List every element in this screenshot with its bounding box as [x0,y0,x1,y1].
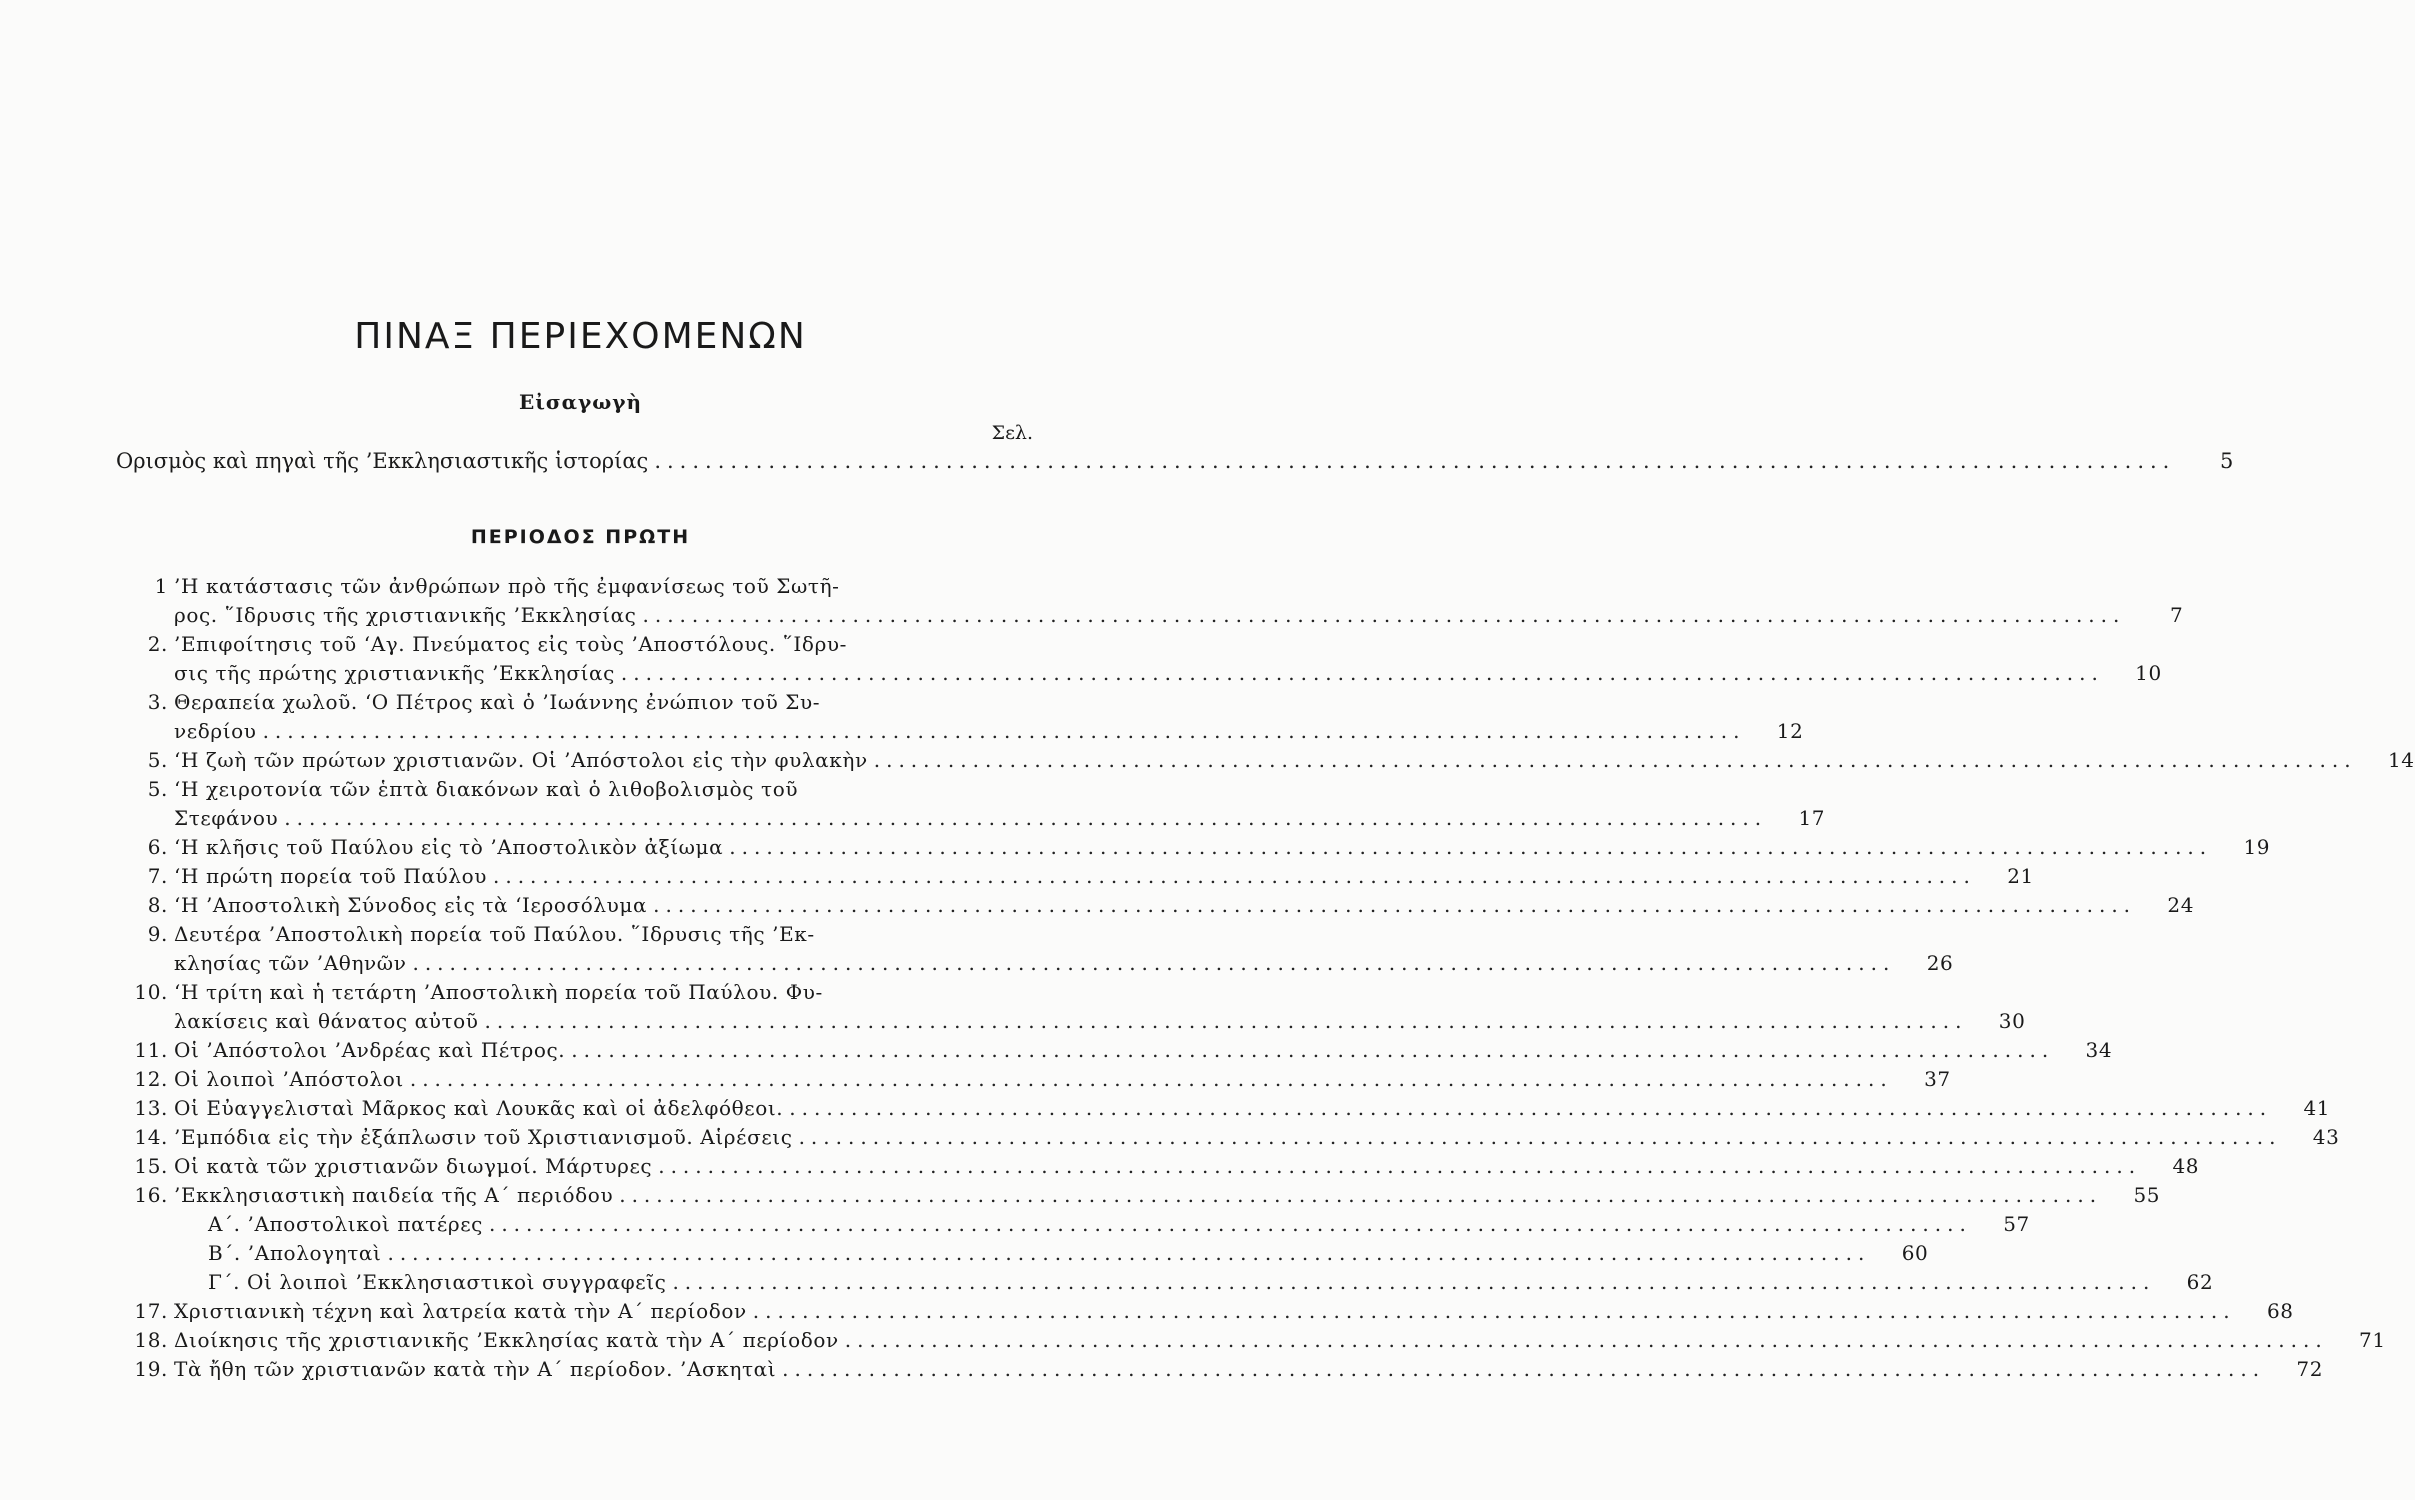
dot-leader: ........................................................................................................................ [654,449,2176,473]
entry-page-number: 34 [2085,1038,2113,1062]
entry-text: Χριστιανικὴ τέχνη καὶ λατρεία κατὰ τὴν Α΄ περίοδον [174,1299,747,1323]
entry-page-number: 7 [2170,603,2184,627]
dot-leader: ........................................................................................................................ [620,661,2104,685]
entry-text: Οἱ Εὐαγγελισταὶ Μᾶρκος καὶ Λουκᾶς καὶ οἱ ἀδελφόθεοι. [174,1096,784,1120]
dot-leader: ........................................................................................................................ [789,1096,2273,1120]
toc-list [118,572,2415,1384]
entry-number: 8. [147,893,168,917]
dot-leader: ........................................................................................................................ [571,1038,2055,1062]
entry-text: ’Εμπόδια εἰς τὴν ἐξάπλωσιν τοῦ Χριστιανισμοῦ. Αἱρέσεις [174,1125,793,1149]
entry-last-line [208,1239,1928,1268]
toc-entry [118,1355,2324,1384]
entry-last-line [174,601,2183,630]
entry-number: 18. [134,1328,168,1352]
entry-body [174,775,1825,833]
entry-text: κλησίας τῶν ’Αθηνῶν [174,951,407,975]
entry-number: 15. [134,1154,168,1178]
dot-leader: ........................................................................................................................ [782,1357,2266,1381]
dot-leader: ........................................................................................................................ [492,864,1976,888]
entry-page-number: 19 [2243,835,2271,859]
toc-entry [118,630,2162,688]
entry-page-number: 30 [1998,1009,2026,1033]
entry-text: Α΄. ’Αποστολικοὶ πατέρες [208,1212,483,1236]
toc-entry [118,891,2195,920]
toc-entry [118,1094,2331,1123]
intro-entry-text: Ορισμὸς καὶ πηγαὶ τῆς ’Εκκλησιαστικῆς ἱστορίας [116,449,649,473]
entry-number: 2. [147,632,168,656]
toc-entry [118,746,2415,775]
entry-text: σις τῆς πρώτης χριστιανικῆς ’Εκκλησίας [174,661,615,685]
entry-last-line [174,862,2034,891]
entry-text: ‘Η ’Αποστολικὴ Σύνοδος εἰς τὰ ‘Ιεροσόλυμα [174,893,648,917]
entry-body [174,1123,2339,1152]
entry-last-line [174,1094,2330,1123]
toc-entry [118,1239,1929,1268]
toc-entry [118,1181,2161,1210]
entry-text: Β΄. ’Απολογηταὶ [208,1241,382,1265]
entry-body [174,1355,2323,1384]
entry-body [174,891,2194,920]
entry-body [174,1181,2160,1210]
toc-entry [118,688,1804,746]
dot-leader: ........................................................................................................................ [844,1328,2328,1352]
entry-text: Γ΄. Οἱ λοιποὶ ’Εκκλησιαστικοὶ συγγραφεῖς [208,1270,667,1294]
entry-body [174,920,1953,978]
entry-page-number: 26 [1926,951,1954,975]
entry-text: ‘Η ζωὴ τῶν πρώτων χριστιανῶν. Οἱ ’Απόστολοι εἰς τὴν φυλακὴν [174,748,868,772]
dot-leader: ........................................................................................................................ [798,1125,2282,1149]
entry-body [174,833,2270,862]
toc-entry [118,1152,2200,1181]
entry-last-line [174,1065,1951,1094]
entry-last-line [174,1123,2339,1152]
entry-number: 9. [147,922,168,946]
entry-last-line [208,1268,2213,1297]
entry-text: Οἱ κατὰ τῶν χριστιανῶν διωγμοί. Μάρτυρες [174,1154,653,1178]
entry-text-line: ’Η κατάστασις τῶν ἀνθρώπων πρὸ τῆς ἐμφανίσεως τοῦ Σωτῆ- [174,574,840,598]
entry-body [174,978,2025,1036]
entry-text-line: ‘Η χειροτονία τῶν ἑπτὰ διακόνων καὶ ὁ λιθοβολισμὸς τοῦ [174,777,799,801]
entry-number: 16. [134,1183,168,1207]
toc-entry [118,1297,2294,1326]
entry-page-number: 12 [1776,719,1804,743]
dot-leader: ........................................................................................................................ [484,1009,1968,1033]
entry-page-number: 10 [2135,661,2162,685]
dot-leader: ........................................................................................................................ [729,835,2213,859]
entry-text: ‘Η πρώτη πορεία τοῦ Παύλου [174,864,487,888]
entry-last-line [208,1210,2030,1239]
entry-text: Διοίκησις τῆς χριστιανικῆς ’Εκκλησίας κατὰ τὴν Α΄ περίοδον [174,1328,839,1352]
period-heading: ΠΕΡΙΟΔΟΣ ΠΡΩΤΗ [470,526,691,548]
toc-entry [118,1326,2386,1355]
entry-body [174,1094,2330,1123]
entry-page-number: 37 [1924,1067,1951,1091]
entry-last-line [174,804,1825,833]
entry-text: ‘Η κλῆσις τοῦ Παύλου εἰς τὸ ’Αποστολικὸν ἀξίωμα [174,835,724,859]
entry-number: 11. [134,1038,168,1062]
entry-last-line [174,717,1803,746]
entry-body [174,1268,2213,1297]
entry-text: Οἱ λοιποὶ ’Απόστολοι [174,1067,404,1091]
entry-number: 1 [154,574,168,598]
entry-body [174,1326,2386,1355]
toc-entry [118,833,2271,862]
entry-page-number: 60 [1901,1241,1929,1265]
dot-leader: ........................................................................................................................ [642,603,2126,627]
entry-number [118,1239,174,1268]
entry-body [174,862,2034,891]
entry-last-line [174,1007,2025,1036]
entry-page-number: 14 [2387,748,2415,772]
entry-body [174,1036,2112,1065]
entry-last-line [174,833,2270,862]
entry-text: ’Εκκλησιαστικὴ παιδεία τῆς Α΄ περιόδου [174,1183,614,1207]
page-column-label: Σελ. [991,422,1033,444]
entry-last-line [174,659,2162,688]
entry-page-number: 62 [2186,1270,2214,1294]
entry-number [118,1210,174,1239]
entry-text: Οἱ ’Απόστολοι ’Ανδρέας καὶ Πέτρος. [174,1038,566,1062]
dot-leader: ........................................................................................................................ [653,893,2137,917]
entry-text: λακίσεις καὶ θάνατος αὐτοῦ [174,1009,479,1033]
entry-body [174,1065,1951,1094]
toc-entry [118,1210,2030,1239]
entry-number: 6. [147,835,168,859]
entry-number: 5. [147,748,168,772]
dot-leader: ........................................................................................................................ [412,951,1896,975]
entry-body [174,746,2415,775]
entry-text: νεδρίου [174,719,257,743]
entry-text-line: ’Επιφοίτησις τοῦ ‘Αγ. Πνεύματος εἰς τοὺς ’Αποστόλους. ῞Ιδρυ- [174,632,848,656]
toc-entry [118,862,2034,891]
toc-entry [118,920,1954,978]
entry-text-line: ‘Η τρίτη καὶ ἡ τετάρτη ’Αποστολικὴ πορεία τοῦ Παύλου. Φυ- [174,980,823,1004]
entry-text-line: Δευτέρα ’Αποστολικὴ πορεία τοῦ Παύλου. ῞Ιδρυσις τῆς ’Εκ- [174,922,815,946]
dot-leader: ........................................................................................................................ [387,1241,1871,1265]
entry-number: 7. [147,864,168,888]
toc-entry [118,1065,1951,1094]
dot-leader: ........................................................................................................................ [284,806,1768,830]
dot-leader: ........................................................................................................................ [752,1299,2236,1323]
entry-last-line [174,746,2415,775]
entry-number: 13. [134,1096,168,1120]
entry-last-line [174,891,2194,920]
entry-page-number: 43 [2312,1125,2340,1149]
entry-text: Στεφάνου [174,806,279,830]
toc-entry [118,1268,2214,1297]
entry-last-line [174,949,1953,978]
entry-body [174,688,1803,746]
toc-entry [118,978,2026,1036]
intro-entry-page: 5 [2219,449,2234,473]
entry-text-line: Θεραπεία χωλοῦ. ‘Ο Πέτρος καὶ ὁ ’Ιωάννης ἐνώπιον τοῦ Συ- [174,690,821,714]
entry-number: 3. [147,690,168,714]
entry-page-number: 57 [2003,1212,2030,1236]
dot-leader: ........................................................................................................................ [658,1154,2142,1178]
dot-leader: ........................................................................................................................ [262,719,1746,743]
entry-body [174,1297,2294,1326]
entry-number: 10. [134,980,168,1004]
entry-page-number: 48 [2172,1154,2200,1178]
dot-leader: ........................................................................................................................ [873,748,2357,772]
toc-entry [118,572,2184,630]
entry-body [174,630,2162,688]
toc-entry [118,1036,2113,1065]
dot-leader: ........................................................................................................................ [672,1270,2156,1294]
entry-page-number: 55 [2133,1183,2161,1207]
entry-last-line [174,1181,2160,1210]
entry-last-line [174,1326,2386,1355]
entry-number [118,1268,174,1297]
entry-last-line [174,1297,2294,1326]
entry-page-number: 41 [2303,1096,2331,1120]
intro-heading: Εἰσαγωγὴ [518,390,643,414]
entry-number: 19. [134,1357,168,1381]
toc-entry [118,1123,2340,1152]
entry-text: ρος. ῞Ιδρυσις τῆς χριστιανικῆς ’Εκκλησίας [174,603,637,627]
entry-body [174,1152,2199,1181]
entry-number: 12. [134,1067,168,1091]
page-title: ΠΙΝΑΞ ΠΕΡΙΕΧΟΜΕΝΩΝ [354,316,807,357]
entry-last-line [174,1152,2199,1181]
entry-body [174,572,2183,630]
entry-body [174,1239,1928,1268]
entry-page-number: 71 [2359,1328,2386,1352]
intro-entry [116,449,2234,473]
entry-page-number: 68 [2266,1299,2294,1323]
entry-page-number: 21 [2007,864,2034,888]
entry-body [174,1210,2030,1239]
entry-last-line [174,1036,2112,1065]
entry-number: 14. [134,1125,168,1149]
dot-leader: ........................................................................................................................ [409,1067,1893,1091]
entry-number: 5. [147,777,168,801]
entry-number: 17. [134,1299,168,1323]
entry-page-number: 72 [2296,1357,2324,1381]
toc-entry [118,775,1826,833]
dot-leader: ........................................................................................................................ [619,1183,2103,1207]
entry-text: Τὰ ἤθη τῶν χριστιανῶν κατὰ τὴν Α΄ περίοδον. ’Ασκηταὶ [174,1357,777,1381]
entry-page-number: 17 [1798,806,1826,830]
entry-page-number: 24 [2167,893,2195,917]
dot-leader: ........................................................................................................................ [488,1212,1972,1236]
entry-last-line [174,1355,2323,1384]
